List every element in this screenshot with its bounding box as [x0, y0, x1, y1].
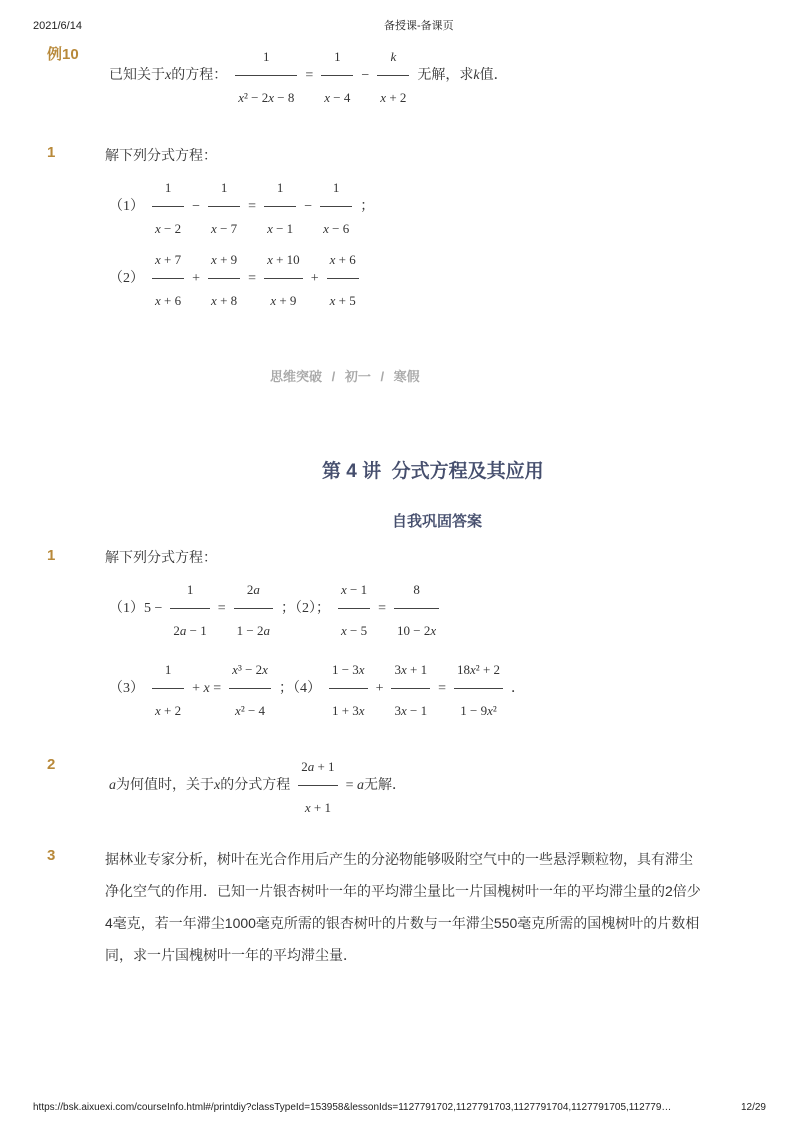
exercise-1-prompt: 解下列分式方程： [105, 147, 217, 163]
fraction-numerator [152, 162, 184, 206]
fraction-numerator [320, 162, 352, 206]
denominator-text: x² − 4 [235, 703, 266, 718]
denominator-text: x − 5 [341, 623, 368, 638]
equation-text: 已知关于x的方程： [109, 68, 228, 83]
equation-text: ；（4） [278, 681, 321, 696]
equation-text: （1） [109, 199, 144, 214]
question-3-line: 同，求一片国槐树叶一年的平均滞尘量． [105, 947, 357, 963]
fraction-denominator [208, 279, 240, 324]
fraction-denominator [329, 689, 368, 734]
print-url: https://bsk.aixuexi.com/courseInfo.html#/printdiy?classTypeId=153958&lessonIds=1127791702,1127791703,1127791704,1127791705,112779… [33, 1102, 672, 1113]
print-date: 2021/6/14 [33, 20, 82, 32]
numerator-text: 1 [263, 49, 270, 64]
numerator-text: 1 [276, 180, 284, 195]
numerator-text: 1 [186, 582, 194, 597]
denominator-text: x − 7 [211, 221, 238, 236]
denominator-text: x + 2 [380, 90, 407, 105]
equation-text: （2） [109, 271, 144, 286]
example-10-label: 例10 [47, 46, 79, 63]
question-1-parts-3-4 [105, 644, 529, 734]
question-1-prompt: 解下列分式方程： [105, 549, 217, 565]
fraction-denominator [152, 279, 184, 324]
exercise-1-label: 1 [47, 144, 56, 161]
equation-text: + x = [192, 681, 222, 696]
numerator-text: 8 [413, 582, 420, 597]
numerator-text: 1 [334, 49, 341, 64]
question-1-label: 1 [47, 547, 56, 564]
numerator-text: 2a [246, 582, 260, 597]
fraction [329, 644, 368, 734]
equation-text: = [438, 681, 447, 696]
denominator-text: 2a − 1 [173, 623, 207, 638]
fraction-denominator [235, 76, 297, 121]
example-10-equation [105, 31, 512, 121]
denominator-text: x + 6 [155, 293, 182, 308]
fraction-denominator [377, 76, 409, 121]
fraction [298, 741, 337, 831]
fraction-denominator [327, 279, 359, 324]
equation-text: − [192, 199, 201, 214]
fraction-numerator [170, 564, 209, 608]
denominator-text: x − 4 [324, 90, 351, 105]
fraction-denominator [298, 786, 337, 831]
lecture-title: 第 4 讲 分式方程及其应用 [322, 461, 544, 482]
fraction [170, 564, 209, 654]
denominator-text: x + 2 [155, 703, 182, 718]
equation-text: − [304, 199, 313, 214]
fraction-numerator [235, 31, 297, 75]
fraction-numerator [377, 31, 409, 75]
fraction-denominator [454, 689, 503, 734]
equation-text: = [378, 601, 387, 616]
fraction-numerator [298, 741, 337, 785]
fraction [264, 234, 303, 324]
equation-text: ； [360, 199, 375, 214]
fraction [394, 564, 439, 654]
course-breadcrumb: 思维突破 / 初一 / 寒假 [270, 369, 420, 384]
equation-text: = [217, 601, 226, 616]
section-subtitle: 自我巩固答案 [392, 513, 483, 530]
question-1-parts-1-2 [105, 564, 443, 654]
fraction-numerator [264, 162, 296, 206]
fraction-denominator [152, 689, 184, 734]
question-3-line: 据林业专家分析，树叶在光合作用后产生的分泌物能够吸附空气中的一些悬浮颗粒物，具有滞尘 [105, 851, 693, 867]
denominator-text: x − 2 [155, 221, 182, 236]
numerator-text: 1 [164, 180, 172, 195]
fraction-numerator [152, 644, 184, 688]
fraction-numerator [321, 31, 353, 75]
equation-text: + [192, 271, 201, 286]
equation-text: + [310, 271, 319, 286]
fraction [338, 564, 370, 654]
equation-text: − [361, 68, 370, 83]
equation-text: 无解，求k值． [417, 68, 508, 83]
question-3-line: 4毫克，若一年滞尘1000毫克所需的银杏树叶的片数与一年滞尘550毫克所需的国槐树叶的片数相 [105, 915, 700, 931]
fraction-numerator [327, 234, 359, 278]
numerator-text: k [390, 49, 397, 64]
denominator-text: x + 5 [329, 293, 356, 308]
numerator-text: 18x² + 2 [457, 662, 501, 677]
question-3-text [105, 843, 701, 971]
fraction-denominator [264, 279, 303, 324]
equation-text: ． [511, 681, 526, 696]
denominator-text: x + 9 [270, 293, 297, 308]
print-page-title: 备授课-备课页 [384, 20, 454, 32]
fraction-numerator [264, 234, 303, 278]
numerator-text: x + 9 [211, 252, 238, 267]
question-3-label: 3 [47, 847, 56, 864]
fraction [229, 644, 271, 734]
denominator-text: 1 − 9x² [460, 703, 497, 718]
denominator-text: 1 + 3x [331, 703, 365, 718]
fraction [454, 644, 503, 734]
numerator-text: x + 10 [267, 252, 300, 267]
fraction [377, 31, 409, 121]
question-3-line: 净化空气的作用．已知一片银杏树叶一年的平均滞尘量比一片国槐树叶一年的平均滞尘量的2倍少 [105, 883, 701, 899]
fraction [321, 31, 353, 121]
fraction-numerator [208, 162, 240, 206]
fraction [327, 234, 359, 324]
equation-text: = [305, 68, 314, 83]
denominator-text: x² − 2x − 8 [238, 90, 295, 105]
equation-text: + [375, 681, 384, 696]
numerator-text: x³ − 2x [232, 662, 268, 677]
denominator-text: x − 1 [267, 221, 294, 236]
numerator-text: 1 [164, 662, 172, 677]
equation-text: （3） [109, 681, 144, 696]
numerator-text: x − 1 [341, 582, 368, 597]
fraction-numerator [338, 564, 370, 608]
question-2-equation [105, 741, 410, 831]
numerator-text: 2a + 1 [301, 759, 335, 774]
equation-text: ；（2）； [281, 601, 330, 616]
denominator-text: x − 6 [323, 221, 350, 236]
denominator-text: 10 − 2x [397, 623, 437, 638]
numerator-text: x + 6 [329, 252, 356, 267]
numerator-text: 1 − 3x [331, 662, 365, 677]
equation-text: （1）5 − [109, 601, 163, 616]
fraction-numerator [152, 234, 184, 278]
denominator-text: x + 1 [304, 800, 331, 815]
fraction [391, 644, 430, 734]
fraction-numerator [229, 644, 271, 688]
fraction-numerator [454, 644, 503, 688]
denominator-text: x + 8 [211, 293, 238, 308]
fraction-numerator [394, 564, 439, 608]
numerator-text: x + 7 [155, 252, 182, 267]
equation-text: a为何值时，关于x的分式方程 [109, 778, 291, 793]
fraction-denominator [391, 689, 430, 734]
fraction [152, 644, 184, 734]
fraction [208, 234, 240, 324]
fraction-denominator [229, 689, 271, 734]
fraction-numerator [208, 234, 240, 278]
numerator-text: 1 [332, 180, 340, 195]
numerator-text: 1 [220, 180, 228, 195]
fraction [234, 564, 273, 654]
question-2-label: 2 [47, 756, 56, 773]
fraction-denominator [321, 76, 353, 121]
denominator-text: 1 − 2a [236, 623, 270, 638]
fraction-numerator [234, 564, 273, 608]
fraction [235, 31, 297, 121]
fraction-numerator [329, 644, 368, 688]
exercise-1-part-2 [105, 234, 363, 324]
denominator-text: 3x − 1 [394, 703, 428, 718]
equation-text: = [248, 199, 257, 214]
numerator-text: 3x + 1 [394, 662, 428, 677]
fraction-numerator [391, 644, 430, 688]
fraction [152, 234, 184, 324]
page-number: 12/29 [740, 1102, 766, 1113]
equation-text: = [248, 271, 257, 286]
equation-text: = a无解． [345, 778, 406, 793]
